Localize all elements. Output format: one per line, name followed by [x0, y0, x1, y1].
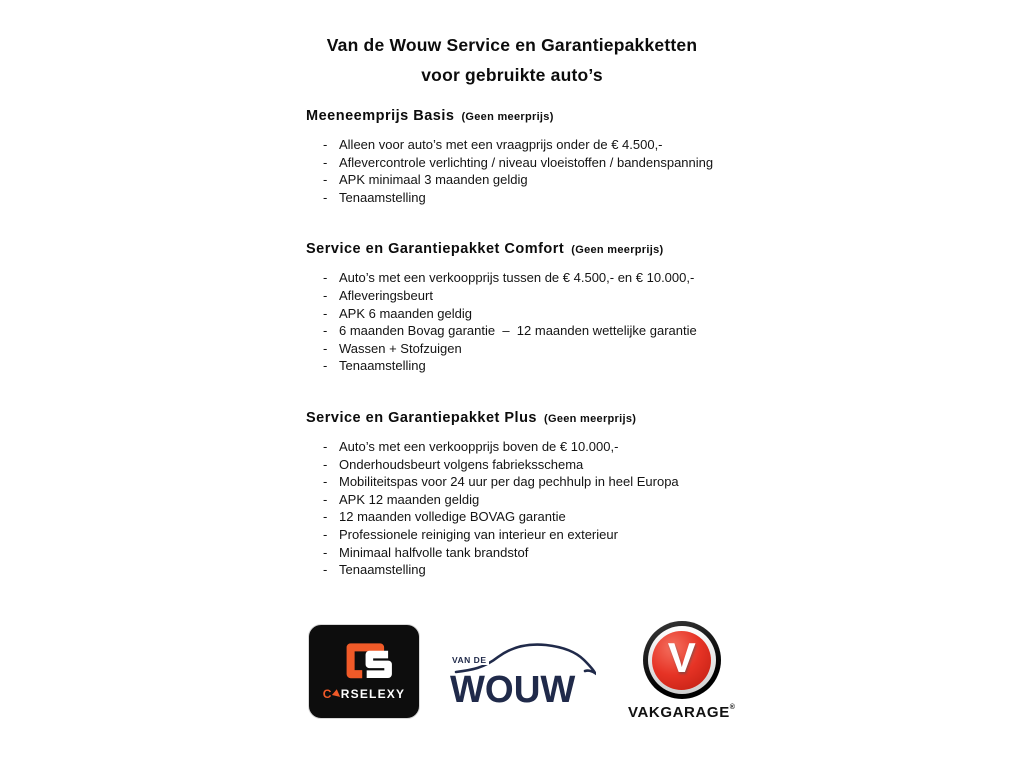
bullet-dash: - — [323, 287, 328, 303]
bullet-dash: - — [323, 270, 328, 286]
list-item — [306, 357, 746, 375]
list-item — [306, 171, 746, 189]
bullet-dash: - — [323, 340, 328, 356]
bullet-dash: - — [323, 154, 328, 170]
bullet-dash: - — [323, 137, 328, 152]
section-note: (Geen meerprijs) — [461, 111, 554, 123]
page-title — [0, 30, 1024, 90]
van-de-wouw-logo — [450, 646, 598, 710]
bullet-dash: - — [323, 189, 328, 205]
bullet-dash: - — [323, 526, 328, 542]
section-note: (Geen meerprijs) — [571, 244, 664, 257]
section-heading — [306, 108, 746, 125]
list-item-text: APK minimaal 3 maanden geldig — [339, 172, 528, 188]
section-pakket-plus — [306, 410, 746, 579]
section-note: (Geen meerprijs) — [544, 412, 637, 425]
carselexy-cs-monogram-icon — [335, 634, 393, 684]
list-item-text: Alleen voor auto’s met een vraagprijs onder de € 4.500,- — [339, 137, 663, 152]
carselexy-wordmark — [323, 687, 405, 701]
bullet-dash: - — [323, 172, 328, 188]
bullet-list — [306, 269, 746, 375]
list-item — [306, 287, 746, 305]
list-item-text: Mobiliteitspas voor 24 uur per dag pechhulp in heel Europa — [339, 474, 679, 490]
bullet-list — [306, 136, 746, 206]
bullet-dash: - — [323, 438, 328, 454]
vakgarage-badge-inner-ring — [648, 626, 716, 694]
list-item — [306, 269, 746, 287]
bullet-dash: - — [323, 491, 328, 507]
list-item — [306, 491, 746, 509]
list-item-text: 12 maanden volledige BOVAG garantie — [339, 509, 566, 525]
bullet-dash: - — [323, 305, 328, 321]
vakgarage-logo — [628, 621, 736, 721]
list-item-text: Wassen + Stofzuigen — [339, 340, 462, 356]
section-pakket-comfort — [306, 241, 746, 375]
list-item — [306, 340, 746, 358]
vakgarage-wordmark-text: VAKGARAGE — [628, 704, 730, 721]
van-de-wouw-wordmark: WOUW — [450, 668, 576, 711]
bullet-dash: - — [323, 358, 328, 374]
vakgarage-badge-core — [652, 631, 711, 690]
section-heading — [306, 241, 746, 258]
section-heading-text: Service en Garantiepakket Comfort — [306, 241, 565, 258]
list-item-text: Auto’s met een verkoopprijs boven de € 10.000,- — [339, 438, 619, 454]
list-item — [306, 544, 746, 562]
list-item — [306, 322, 746, 340]
list-item — [306, 508, 746, 526]
bullet-dash: - — [323, 562, 328, 578]
bullet-dash: - — [323, 544, 328, 560]
footer-logos — [308, 621, 736, 721]
list-item-text: 6 maanden Bovag garantie – 12 maanden wettelijke garantie — [339, 323, 697, 339]
vakgarage-wordmark — [628, 704, 736, 721]
list-item-text: APK 6 maanden geldig — [339, 305, 472, 321]
list-item-text: APK 12 maanden geldig — [339, 491, 480, 507]
carselexy-wordmark-c: C — [322, 686, 333, 701]
vakgarage-badge-icon — [643, 621, 721, 699]
carselexy-wordmark-rest: RSELEXY — [340, 686, 406, 701]
section-heading — [306, 410, 746, 427]
bullet-dash: - — [323, 474, 328, 490]
package-sections — [306, 108, 746, 579]
list-item — [306, 189, 746, 207]
title-line-1: Van de Wouw Service en Garantiepakketten — [326, 35, 698, 55]
registered-mark: ® — [729, 704, 736, 711]
list-item-text: Onderhoudsbeurt volgens fabrieksschema — [339, 456, 584, 472]
section-meeneemprijs-basis — [306, 108, 746, 206]
list-item — [306, 473, 746, 491]
list-item-text: Tenaamstelling — [339, 562, 426, 578]
list-item — [306, 154, 746, 172]
section-heading-text: Service en Garantiepakket Plus — [306, 409, 537, 426]
list-item-text: Auto’s met een verkoopprijs tussen de € 4.500,- en € 10.000,- — [339, 270, 695, 286]
list-item — [306, 526, 746, 544]
vakgarage-v-letter: V — [667, 634, 696, 681]
list-item — [306, 456, 746, 474]
list-item — [306, 305, 746, 323]
list-item-text: Aflevercontrole verlichting / niveau vloeistoffen / bandenspanning — [339, 154, 714, 170]
list-item-text: Tenaamstelling — [339, 358, 426, 374]
carselexy-logo — [308, 624, 420, 719]
list-item — [306, 561, 746, 579]
list-item-text: Minimaal halfvolle tank brandstof — [339, 544, 529, 560]
bullet-dash: - — [323, 323, 328, 339]
cursor-arrow-icon: ▶ — [331, 687, 345, 701]
bullet-dash: - — [323, 509, 328, 525]
list-item — [306, 136, 746, 154]
list-item-text: Tenaamstelling — [339, 189, 426, 205]
bullet-dash: - — [323, 456, 328, 472]
bullet-list — [306, 438, 746, 579]
section-heading-text: Meeneemprijs Basis — [306, 108, 455, 124]
list-item-text: Professionele reiniging van interieur en exterieur — [339, 526, 618, 542]
list-item — [306, 438, 746, 456]
list-item-text: Afleveringsbeurt — [339, 287, 433, 303]
title-line-2: voor gebruikte auto’s — [421, 65, 603, 85]
van-de-wouw-topline: VAN DE — [452, 655, 487, 665]
